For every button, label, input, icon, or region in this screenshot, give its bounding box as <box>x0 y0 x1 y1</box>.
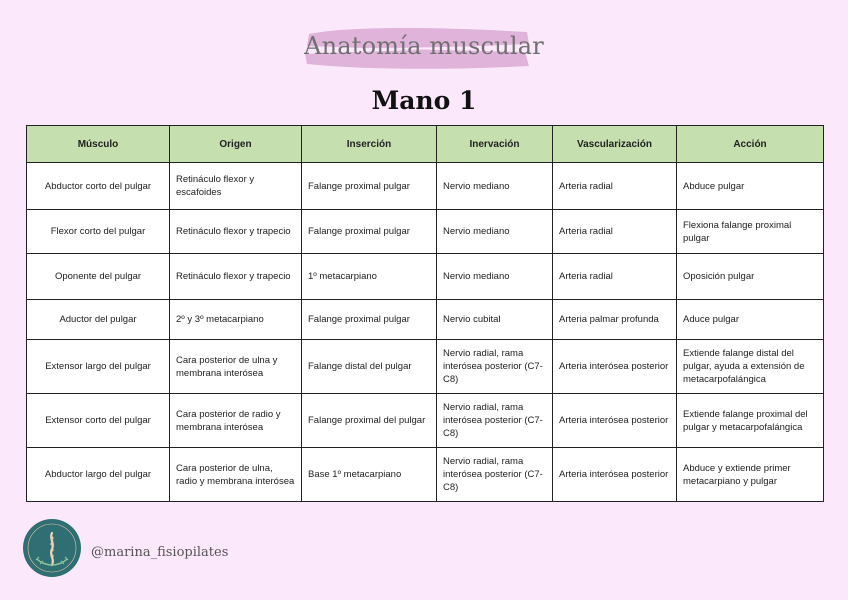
cell-accion: Abduce pulgar <box>677 163 824 210</box>
cell-insercion: Falange proximal pulgar <box>302 210 437 254</box>
cell-inervacion: Nervio mediano <box>437 163 553 210</box>
cell-origen: Retináculo flexor y trapecio <box>170 254 302 300</box>
column-header-musculo: Músculo <box>27 126 170 163</box>
cell-insercion: Falange proximal pulgar <box>302 300 437 340</box>
cell-origen: 2º y 3º metacarpiano <box>170 300 302 340</box>
column-header-inervacion: Inervación <box>437 126 553 163</box>
table-row <box>27 300 824 340</box>
muscle-table <box>26 125 824 502</box>
cell-inervacion: Nervio radial, rama interósea posterior (C7-C8) <box>437 448 553 502</box>
cell-accion: Extiende falange proximal del pulgar y metacarpofalángica <box>677 394 824 448</box>
cell-origen: Retináculo flexor y trapecio <box>170 210 302 254</box>
column-header-accion: Acción <box>677 126 824 163</box>
cell-inervacion: Nervio mediano <box>437 210 553 254</box>
social-handle: @marina_fisiopilates <box>91 545 229 560</box>
table-row <box>27 340 824 394</box>
column-header-origen: Origen <box>170 126 302 163</box>
cell-insercion: Base 1º metacarpiano <box>302 448 437 502</box>
cell-accion: Flexiona falange proximal pulgar <box>677 210 824 254</box>
cell-accion: Extiende falange distal del pulgar, ayuda a extensión de metacarpofalángica <box>677 340 824 394</box>
cell-vascularizacion: Arteria interósea posterior <box>553 394 677 448</box>
cell-accion: Abduce y extiende primer metacarpiano y pulgar <box>677 448 824 502</box>
cell-inervacion: Nervio radial, rama interósea posterior (C7-C8) <box>437 340 553 394</box>
table-row <box>27 394 824 448</box>
cell-musculo: Abductor corto del pulgar <box>27 163 170 210</box>
cell-insercion: 1º metacarpiano <box>302 254 437 300</box>
cell-musculo: Flexor corto del pulgar <box>27 210 170 254</box>
cell-inervacion: Nervio mediano <box>437 254 553 300</box>
table-row <box>27 210 824 254</box>
cell-origen: Retináculo flexor y escafoides <box>170 163 302 210</box>
table-row <box>27 163 824 210</box>
cell-accion: Aduce pulgar <box>677 300 824 340</box>
cell-insercion: Falange proximal del pulgar <box>302 394 437 448</box>
column-header-insercion: Inserción <box>302 126 437 163</box>
page-title: Anatomía muscular <box>304 32 544 60</box>
cell-musculo: Oponente del pulgar <box>27 254 170 300</box>
table-row <box>27 448 824 502</box>
table-header-row <box>27 126 824 163</box>
cell-vascularizacion: Arteria interósea posterior <box>553 448 677 502</box>
cell-inervacion: Nervio radial, rama interósea posterior (C7-C8) <box>437 394 553 448</box>
cell-origen: Cara posterior de ulna y membrana interósea <box>170 340 302 394</box>
cell-vascularizacion: Arteria palmar profunda <box>553 300 677 340</box>
cell-insercion: Falange proximal pulgar <box>302 163 437 210</box>
cell-musculo: Extensor corto del pulgar <box>27 394 170 448</box>
cell-musculo: Aductor del pulgar <box>27 300 170 340</box>
cell-accion: Oposición pulgar <box>677 254 824 300</box>
cell-vascularizacion: Arteria radial <box>553 163 677 210</box>
cell-musculo: Abductor largo del pulgar <box>27 448 170 502</box>
cell-vascularizacion: Arteria radial <box>553 210 677 254</box>
cell-origen: Cara posterior de ulna, radio y membrana interósea <box>170 448 302 502</box>
page-subtitle: Mano 1 <box>371 86 477 115</box>
cell-origen: Cara posterior de radio y membrana interósea <box>170 394 302 448</box>
column-header-vascularizacion: Vascularización <box>553 126 677 163</box>
logo-icon <box>23 519 81 577</box>
cell-inervacion: Nervio cubital <box>437 300 553 340</box>
cell-vascularizacion: Arteria interósea posterior <box>553 340 677 394</box>
table-row <box>27 254 824 300</box>
cell-vascularizacion: Arteria radial <box>553 254 677 300</box>
cell-musculo: Extensor largo del pulgar <box>27 340 170 394</box>
cell-insercion: Falange distal del pulgar <box>302 340 437 394</box>
